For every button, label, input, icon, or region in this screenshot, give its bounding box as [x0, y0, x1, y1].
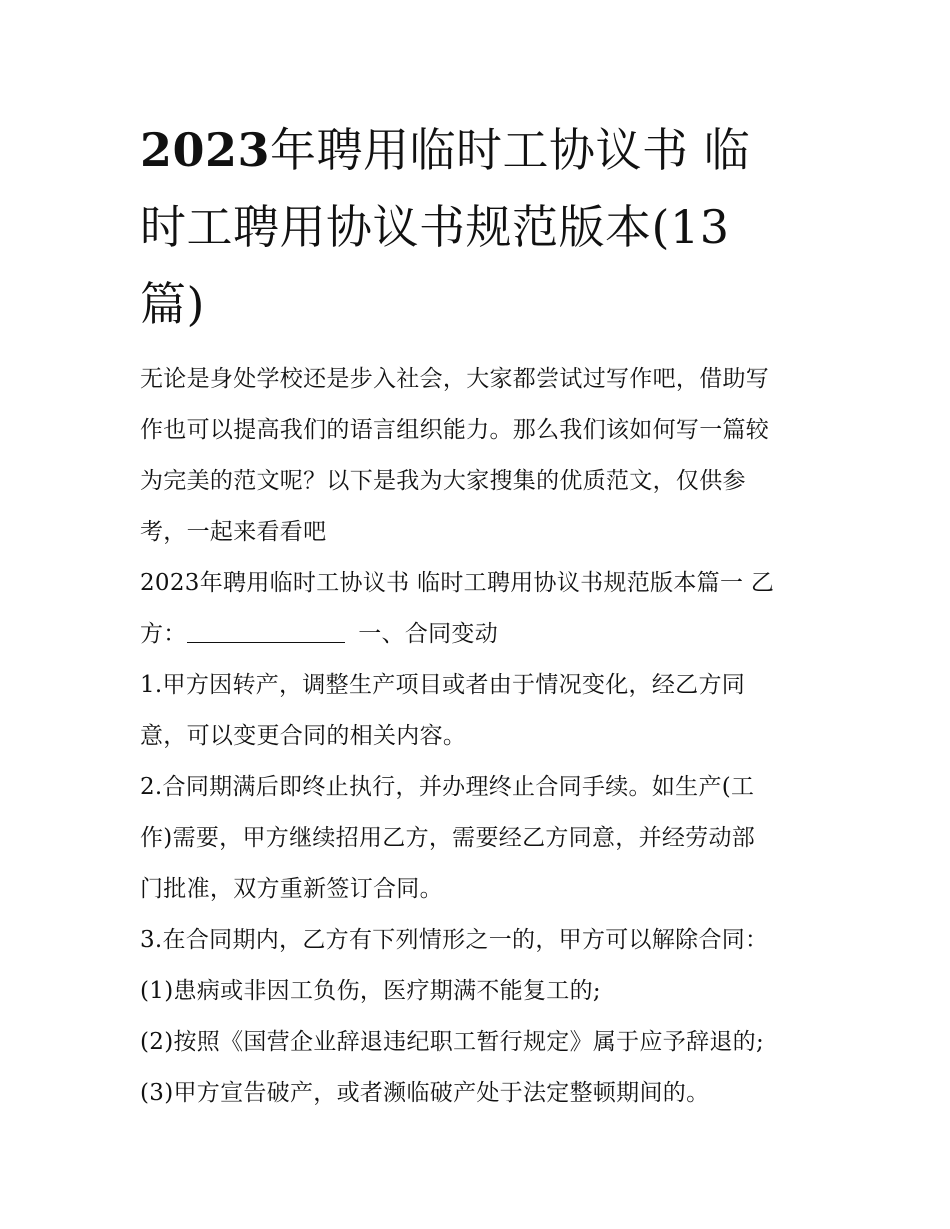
- section-heading-line-2: [140, 609, 820, 660]
- title-rest: 年聘用临时工协议书 临: [270, 123, 751, 177]
- clause-line-4: 作)需要，甲方继续招用乙方，需要经乙方同意，并经劳动部: [140, 825, 756, 851]
- document-title: [140, 112, 820, 343]
- clause-line-1: 1.甲方因转产，调整生产项目或者由于情况变化，经乙方同: [140, 672, 746, 698]
- clause-line-2: 意，可以变更合同的相关内容。: [140, 723, 467, 749]
- intro-line-4: 考，一起来看看吧: [140, 519, 327, 545]
- party-b-label: 方：: [140, 621, 187, 647]
- title-year: 2023: [140, 123, 271, 177]
- clause-line-3: 2.合同期满后即终止执行，并办理终止合同手续。如生产(工: [140, 774, 755, 800]
- title-line-2: 时工聘用协议书规范版本(13: [140, 200, 730, 254]
- clause-line-7: (1)患病或非因工负伤，医疗期满不能复工的;: [140, 978, 601, 1004]
- title-line-1: [140, 112, 820, 189]
- title-line-3: 篇): [140, 277, 205, 331]
- intro-line-2: 作也可以提高我们的语言组织能力。那么我们该如何写一篇较: [140, 417, 770, 443]
- intro-line-1: 无论是身处学校还是步入社会，大家都尝试过写作吧，借助写: [140, 366, 770, 392]
- party-b-blank-line: [187, 618, 345, 643]
- clause-line-6: 3.在合同期内，乙方有下列情形之一的，甲方可以解除合同：: [140, 927, 769, 953]
- section-heading-line-1: 2023年聘用临时工协议书 临时工聘用协议书规范版本篇一 乙: [140, 570, 775, 596]
- clause-line-9: (3)甲方宣告破产，或者濒临破产处于法定整顿期间的。: [140, 1080, 710, 1106]
- clause-line-5: 门批准，双方重新签订合同。: [140, 876, 443, 902]
- document-body: [140, 354, 820, 1119]
- clause-line-8: (2)按照《国营企业辞退违纪职工暂行规定》属于应予辞退的;: [140, 1029, 765, 1055]
- intro-line-3: 为完美的范文呢？以下是我为大家搜集的优质范文，仅供参: [140, 468, 746, 494]
- section-one-title: 一、合同变动: [350, 621, 499, 647]
